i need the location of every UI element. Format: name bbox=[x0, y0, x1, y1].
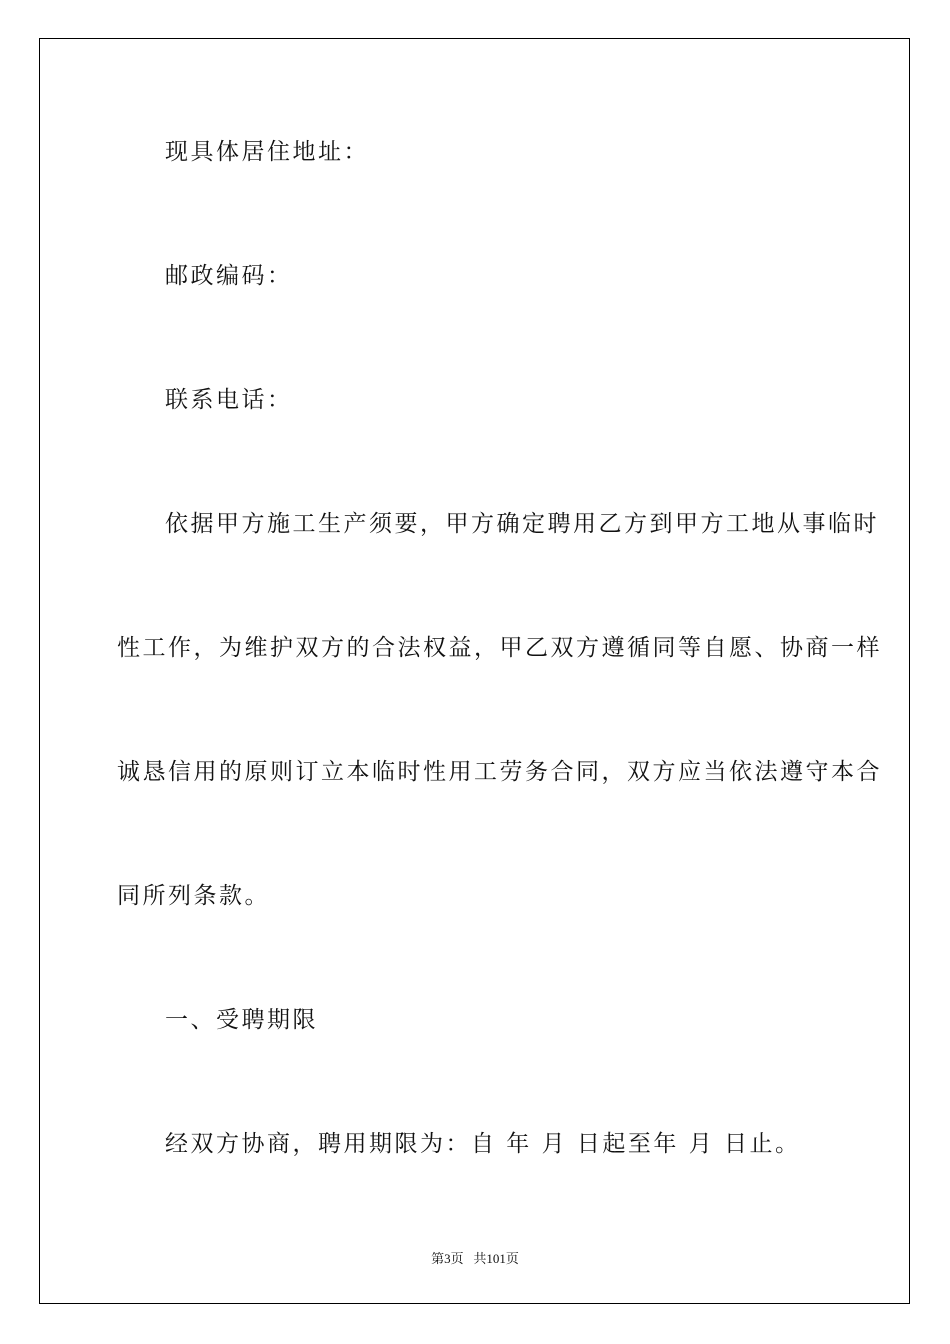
postcode-label: 邮政编码： bbox=[165, 263, 293, 289]
phone-label: 联系电话： bbox=[165, 387, 293, 413]
paragraph-line: 依据甲方施工生产须要，甲方确定聘用乙方到甲方工地从事临时 bbox=[165, 511, 879, 537]
paragraph-line: 经双方协商，聘用期限为：自 年 月 日起至年 月 日止。 bbox=[165, 1131, 801, 1157]
paragraph-line: 性工作，为维护双方的合法权益，甲乙双方遵循同等自愿、协商一样 bbox=[117, 635, 882, 661]
page-border bbox=[39, 38, 910, 1304]
section-heading: 一、受聘期限 bbox=[165, 1007, 318, 1033]
address-label: 现具体居住地址： bbox=[165, 139, 369, 165]
paragraph-line: 诚恳信用的原则订立本临时性用工劳务合同，双方应当依法遵守本合 bbox=[117, 759, 882, 785]
paragraph-line: 同所列条款。 bbox=[117, 883, 270, 909]
page-number-footer: 第3页 共101页 bbox=[431, 1251, 519, 1266]
